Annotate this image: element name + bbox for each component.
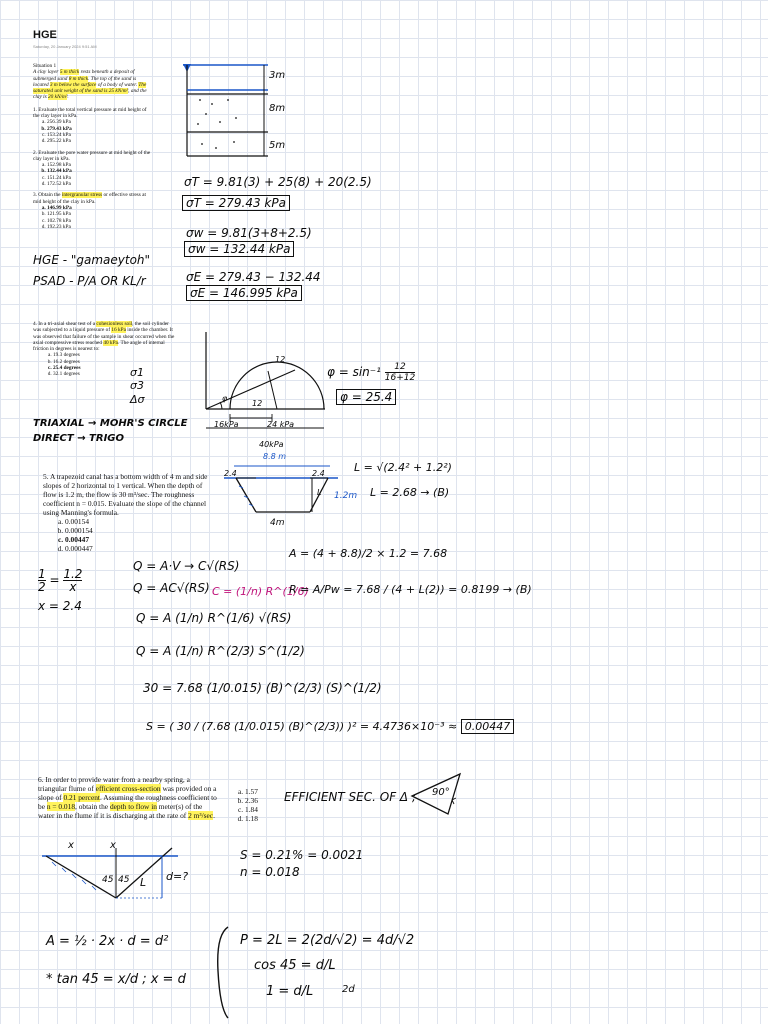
trap-depth: 1.2m bbox=[334, 491, 358, 501]
q6-option-b[interactable]: b. 2.36 bbox=[245, 796, 258, 805]
q4-sigma3: σ3 bbox=[130, 379, 144, 392]
flume-x-left: x bbox=[68, 840, 74, 851]
sigma-water-eq: σw = 9.81(3+8+2.5) bbox=[186, 226, 312, 240]
trap-right-offset: 2.4 bbox=[312, 469, 325, 478]
situation1-title: Situation 1 bbox=[33, 63, 57, 69]
q2-option-c[interactable]: c. 151.24 kPa bbox=[47, 175, 151, 181]
question-6: 6. In order to provide water from a nearby spring, a triangular flume of efficient cross-section was provided on a slope of 0.21 percent. Assuming the roughness coefficient to be n = 0.018, obtain the depth to flow in meter(s) of the water in the flume if it is discharging at the rate of 2 m³/sec. bbox=[38, 775, 217, 820]
mohr-16-label: 16kPa bbox=[214, 420, 239, 429]
slope-eq: S = 0.21% = 0.0021 bbox=[240, 848, 364, 862]
q5-option-d[interactable]: d. 0.000447 bbox=[65, 544, 215, 553]
mohr-40-label: 40kPa bbox=[259, 440, 284, 449]
s-solution: S = ( 30 / (7.68 (1/0.015) (B)^(2/3)) )² = 4.4736×10⁻³ ≈ 0.00447 bbox=[146, 720, 514, 733]
L-eq-1: L = √(2.4² + 1.2²) bbox=[354, 461, 452, 474]
question-5 bbox=[43, 472, 215, 553]
mohr-phi-label: φ bbox=[222, 394, 228, 403]
flume-L-label: L bbox=[140, 876, 147, 889]
trap-top-width: 8.8 m bbox=[263, 452, 287, 461]
one-eq: 1 = d/L bbox=[266, 984, 314, 999]
sigma-total-answer: σT = 279.43 kPa bbox=[182, 195, 290, 211]
trap-bottom: 4m bbox=[270, 518, 285, 528]
page-date: Saturday, 20 January 2024 9:51 AM bbox=[33, 44, 97, 49]
question-1: 1. Evaluate the total vertical pressure at mid height of the clay layer in kPa. bbox=[33, 106, 147, 120]
situation1-block bbox=[33, 63, 151, 230]
mohr-radius-label: 12 bbox=[275, 355, 286, 364]
chezy-c-eq: C = (1/n) R^(1/6) bbox=[212, 585, 309, 598]
profile-label-3m: 3m bbox=[269, 70, 286, 81]
sigma-effective-answer: σE = 146.995 kPa bbox=[186, 285, 302, 301]
profile-label-8m: 8m bbox=[269, 103, 286, 114]
q2-option-b[interactable]: b. 132.44 kPa bbox=[47, 168, 151, 174]
q3-option-b[interactable]: b. 121.95 kPa bbox=[47, 211, 151, 217]
profile-label-5m: 5m bbox=[269, 140, 286, 151]
perimeter-eq: P = 2L = 2(2d/√2) = 4d/√2 bbox=[240, 933, 415, 948]
q3-option-d[interactable]: d. 192.23 kPa bbox=[47, 224, 151, 230]
situation1-paragraph: A clay layer 5 m thick rests beneath a deposit of submerged sand 8 m thick. The top of the sand is located 3 m below the surface of a body of water. The saturated unit weight of the sand is 25 kN/m³, and the clay is 20 kN/m³. bbox=[33, 69, 147, 101]
q3-option-a[interactable]: a. 146.99 kPa bbox=[47, 205, 151, 211]
trapezoid-canal-diagram bbox=[220, 458, 350, 528]
q4-option-a[interactable]: a. 19.3 degrees bbox=[53, 352, 175, 358]
question-3: 3. Obtain the intergranular stress or effective stress at mid height of the clay in kPa. bbox=[33, 192, 146, 205]
q3-options bbox=[33, 205, 151, 230]
cos-eq: cos 45 = d/L bbox=[254, 958, 336, 973]
q4-options bbox=[33, 352, 175, 377]
area-d-eq: A = ½ · 2x · d = d² bbox=[46, 934, 169, 949]
q6-option-c[interactable]: c. 1.84 bbox=[245, 805, 258, 814]
q5-options bbox=[43, 517, 215, 553]
page-title: HGE bbox=[33, 29, 57, 41]
L-eq-2: L = 2.68 → (B) bbox=[370, 486, 450, 499]
flume-x-right: x bbox=[110, 840, 116, 851]
q4-option-b[interactable]: b. 16.2 degrees bbox=[53, 359, 175, 365]
sigma-effective-eq: σE = 279.43 − 132.44 bbox=[186, 270, 321, 284]
q1-option-b[interactable]: b. 279.43 kPa bbox=[47, 126, 151, 132]
phi-formula: φ = sin⁻¹ $\frac{12}{16+12}$ bbox=[327, 362, 416, 383]
triangle-angle: 90° bbox=[432, 787, 450, 798]
q4-option-c[interactable]: c. 25.4 degrees bbox=[53, 365, 175, 371]
note-triaxial: TRIAXIAL → MOHR'S CIRCLE bbox=[33, 418, 188, 429]
q-eq-1: Q = A·V → C√(RS) bbox=[133, 559, 240, 573]
q1-option-c[interactable]: c. 153.24 kPa bbox=[47, 132, 151, 138]
q4-delta-sigma: Δσ bbox=[130, 393, 145, 406]
question-2: 2. Evaluate the pore water pressure at mid height of the clay layer in kPa. bbox=[33, 149, 151, 162]
q4-text: 4. In a tri-axial shear test of a cohesionless soil, the soil cylinder was subjected to a liquid pressure of 16 kPa inside the chamber. It was observed that failure of the sample in shear occurred when the axial compressive stress reached 40 kPa. The angle of internal friction in degrees is nearest to: bbox=[33, 321, 175, 353]
note-psad: PSAD - P/A OR KL/r bbox=[33, 274, 146, 288]
q5-option-b[interactable]: b. 0.000154 bbox=[65, 526, 215, 535]
tan-eq: * tan 45 = x/d ; x = d bbox=[46, 972, 186, 987]
trap-L-label: L bbox=[317, 488, 322, 497]
efficient-section-note: EFFICIENT SEC. OF Δ ; bbox=[284, 790, 416, 804]
q1-option-d[interactable]: d. 295.22 kPa bbox=[47, 138, 151, 144]
q-eq-2: Q = AC√(RS) bbox=[133, 581, 210, 595]
flume-depth-unknown: d=? bbox=[166, 870, 189, 883]
q2-options bbox=[33, 162, 151, 187]
q5-text: 5. A trapezoid canal has a bottom width of 4 m and side slopes of 2 horizontal to 1 vertical. When the depth of flow is 1.2 m, the flow is 30 m³/sec. The roughness coefficient n = 0.015. Evaluate the slope of the channel using Manning's formula. bbox=[43, 472, 208, 517]
note-hge: HGE - "gamaeytoh" bbox=[33, 253, 151, 267]
sigma-water-answer: σw = 132.44 kPa bbox=[184, 241, 294, 257]
flume-angle-left: 45 bbox=[102, 875, 114, 885]
q1-options bbox=[33, 119, 151, 144]
q6-option-a[interactable]: a. 1.57 bbox=[245, 787, 258, 796]
area-eq: A = (4 + 8.8)/2 × 1.2 = 7.68 bbox=[289, 547, 448, 560]
s-answer-box: 0.00447 bbox=[461, 719, 515, 734]
q4-sigma1: σ1 bbox=[130, 366, 144, 379]
flume-angle-right: 45 bbox=[118, 875, 130, 885]
q4-option-d[interactable]: d. 32.1 degrees bbox=[53, 371, 175, 377]
q3-option-c[interactable]: c. 102.78 kPa bbox=[47, 218, 151, 224]
phi-answer: φ = 25.4 bbox=[336, 389, 396, 405]
q5-option-a[interactable]: a. 0.00154 bbox=[65, 517, 215, 526]
mohr-24-label: 24 kPa bbox=[267, 420, 295, 429]
roughness-eq: n = 0.018 bbox=[240, 865, 300, 879]
q2-option-d[interactable]: d. 172.52 kPa bbox=[47, 181, 151, 187]
q6-option-d[interactable]: d. 1.18 bbox=[245, 814, 258, 823]
q2-option-a[interactable]: a. 152.98 kPa bbox=[47, 162, 151, 168]
question-4 bbox=[33, 321, 175, 378]
q-eq-4: Q = A (1/n) R^(2/3) S^(1/2) bbox=[136, 644, 305, 658]
brace bbox=[212, 925, 232, 1020]
q-eq-3: Q = A (1/n) R^(1/6) √(RS) bbox=[136, 611, 292, 625]
q6-options bbox=[225, 787, 258, 823]
note-direct: DIRECT → TRIGO bbox=[33, 433, 125, 444]
two-d-label: 2d bbox=[342, 984, 355, 995]
q-substitution: 30 = 7.68 (1/0.015) (B)^(2/3) (S)^(1/2) bbox=[143, 681, 382, 695]
mohr-12-label: 12 bbox=[252, 399, 263, 408]
radius-eq: R = A/Pw = 7.68 / (4 + L(2)) = 0.8199 → (B) bbox=[289, 583, 532, 596]
q5-option-c[interactable]: c. 0.00447 bbox=[65, 535, 215, 544]
sigma-total-eq: σT = 9.81(3) + 25(8) + 20(2.5) bbox=[184, 175, 372, 189]
q1-option-a[interactable]: a. 256.39 kPa bbox=[47, 119, 151, 125]
x-answer: x = 2.4 bbox=[38, 599, 82, 613]
ratio-fraction: $\frac{1}{2}$ = $\frac{1.2}{x}$ bbox=[38, 567, 83, 594]
trap-left-offset: 2.4 bbox=[224, 469, 237, 478]
